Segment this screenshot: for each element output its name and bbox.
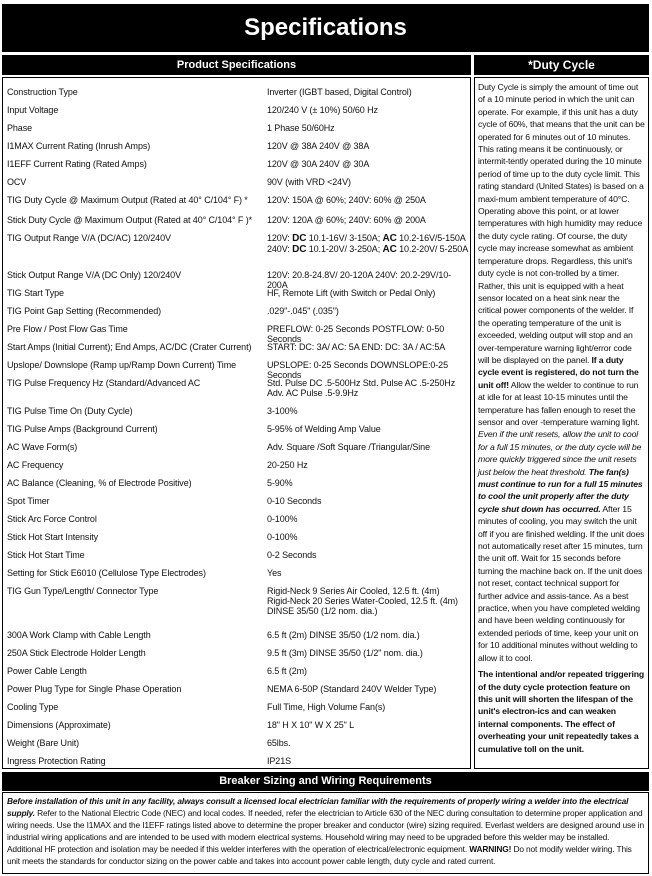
spec-table	[2, 77, 471, 769]
spec-label: Stick Output Range V/A (DC Only) 120/240V	[7, 270, 181, 280]
spec-value: 0-100%	[267, 532, 298, 542]
spec-value-part: 10.1-16V/ 3-150A;	[306, 233, 383, 243]
spec-label: AC Balance (Cleaning, % of Electrode Positive)	[7, 478, 192, 488]
duty-paragraph-3: After 15 minutes of cooling, you may switch the unit off if you are finished welding. If the unit does not automatically reset after 15 minutes, turn the unit off. Wait for 15 seconds before turning the machine back on. If the unit does not reset, contact technical support for further advice and assis-tance. As a best practice, when you have completed welding and have been welding continuously for extended periods of time, keep your unit on for 10 additional minutes without welding to allow it to cool.	[478, 503, 645, 663]
spec-value-part: 10.2-16V/5-150A	[396, 233, 466, 243]
spec-value: 0-2 Seconds	[267, 550, 317, 560]
spec-label: Setting for Stick E6010 (Cellulose Type Electrodes)	[7, 568, 206, 578]
duty-paragraph-2: Allow the welder to continue to run at idle for at least 10-15 minutes until the temperature has fallen enough to reset the sensor and over -temperature warning light.	[478, 379, 640, 427]
spec-value: 5-95% of Welding Amp Value	[267, 424, 381, 434]
spec-label: Input Voltage	[7, 105, 59, 115]
spec-value: 120/240 V (± 10%) 50/60 Hz	[267, 105, 378, 115]
spec-value: Std. Pulse DC .5-500Hz Std. Pulse AC .5-250Hz Adv. AC Pulse .5-9.9Hz	[267, 378, 456, 398]
spec-value: 120V @ 30A 240V @ 30A	[267, 159, 370, 169]
spec-label: TIG Point Gap Setting (Recommended)	[7, 306, 162, 316]
spec-label: 250A Stick Electrode Holder Length	[7, 648, 146, 658]
spec-value-part: 240V:	[267, 244, 293, 254]
spec-value: Adv. Square /Soft Square /Triangular/Sine	[267, 442, 430, 452]
spec-value-line	[267, 233, 469, 244]
spec-value: 9.5 ft (3m) DINSE 35/50 (1/2" nom. dia.)	[267, 648, 423, 658]
spec-value-part: AC	[382, 244, 397, 255]
spec-label: I1EFF Current Rating (Rated Amps)	[7, 159, 147, 169]
spec-label: AC Frequency	[7, 460, 64, 470]
spec-label: 300A Work Clamp with Cable Length	[7, 630, 151, 640]
breaker-warning-label: WARNING!	[469, 843, 512, 854]
spec-value: 120V: 20.8-24.8V/ 20-120A 240V: 20.2-29V/10-200A	[267, 270, 452, 290]
spec-label: Spot Timer	[7, 496, 50, 506]
spec-value-part: 120V:	[267, 233, 293, 243]
spec-page	[2, 4, 649, 875]
spec-value-part: 10.1-20V/ 3-250A;	[306, 244, 383, 254]
spec-value: HF, Remote Lift (with Switch or Pedal Only)	[267, 288, 436, 298]
duty-italic-note: Even if the unit resets, allow the unit to cool for a full 15 minutes, or the duty cycle will be more quickly triggered since the unit resets just below the heat threshold.	[478, 429, 642, 477]
spec-label: Ingress Protection Rating	[7, 756, 106, 766]
spec-label: Cooling Type	[7, 702, 59, 712]
spec-value: 3-100%	[267, 406, 298, 416]
spec-value: 6.5 ft (2m)	[267, 666, 307, 676]
spec-label: TIG Pulse Amps (Background Current)	[7, 424, 158, 434]
spec-label: Stick Hot Start Intensity	[7, 532, 99, 542]
breaker-text	[2, 792, 649, 874]
spec-label: TIG Start Type	[7, 288, 64, 298]
spec-value: 120V: 120A @ 60%; 240V: 60% @ 200A	[267, 215, 426, 225]
spec-label: Stick Arc Force Control	[7, 514, 97, 524]
spec-value: PREFLOW: 0-25 Seconds POSTFLOW: 0-50 Seconds	[267, 324, 445, 344]
spec-value: 120V: 150A @ 60%; 240V: 60% @ 250A	[267, 195, 426, 205]
breaker-header: Breaker Sizing and Wiring Requirements	[2, 772, 649, 791]
spec-label: TIG Pulse Time On (Duty Cycle)	[7, 406, 133, 416]
spec-label: I1MAX Current Rating (Inrush Amps)	[7, 141, 151, 151]
spec-value: NEMA 6-50P (Standard 240V Welder Type)	[267, 684, 437, 694]
page-title: Specifications	[2, 4, 649, 52]
spec-value: START: DC: 3A/ AC: 5A END: DC: 3A / AC:5A	[267, 342, 446, 352]
spec-value-part: DC	[292, 244, 307, 255]
spec-value: 0-100%	[267, 514, 298, 524]
spec-value: 90V (with VRD <24V)	[267, 177, 351, 187]
duty-warning-1: If a duty cycle event is registered, do not turn the unit off!	[478, 354, 639, 390]
spec-label: Upslope/ Downslope (Ramp up/Ramp Down Current) Time	[7, 360, 236, 370]
spec-label: Start Amps (Initial Current); End Amps, AC/DC (Crater Current)	[7, 342, 252, 352]
duty-cycle-text	[474, 77, 649, 769]
spec-value: 18" H X 10" W X 25" L	[267, 720, 355, 730]
duty-warning-2: The fan(s) must continue to run for a full 15 minutes to cool the unit properly after the duty cycle shut down has occurred.	[478, 466, 643, 514]
breaker-warning: Before installation of this unit in any facility, always consult a licensed local electrician familiar with the requirements of properly wiring a welder into the electrical supply.	[7, 796, 629, 818]
spec-value: 120V @ 38A 240V @ 38A	[267, 141, 370, 151]
spec-value	[267, 233, 469, 255]
spec-value: UPSLOPE: 0-25 Seconds DOWNSLOPE:0-25 Seconds	[267, 360, 448, 380]
spec-value: Inverter (IGBT based, Digital Control)	[267, 87, 412, 97]
spec-label: Weight (Bare Unit)	[7, 738, 80, 748]
spec-label: Dimensions (Approximate)	[7, 720, 111, 730]
spec-label: Phase	[7, 123, 33, 133]
spec-label: Stick Hot Start Time	[7, 550, 85, 560]
product-specs-header: Product Specifications	[2, 55, 471, 75]
spec-label: Pre Flow / Post Flow Gas Time	[7, 324, 128, 334]
duty-cycle-header: *Duty Cycle	[474, 55, 649, 75]
spec-label: TIG Output Range V/A (DC/AC) 120/240V	[7, 233, 171, 243]
spec-value: 0-10 Seconds	[267, 496, 322, 506]
spec-label: Construction Type	[7, 87, 78, 97]
spec-value: Yes	[267, 568, 282, 578]
breaker-paragraph-1: Refer to the National Electric Code (NEC) and local codes. If needed, refer the electrician to Article 630 of the NEC during consultation to determine proper application and wiring needs. Use the I1MAX and the I1EFF ratings listed above to determine the proper breaker and conductor (wire) sizing required. Everlast welders are designed around use in industrial wiring applications and are intended to be used with modern electrical systems. Household wiring may need to be upgraded before this welder may be installed. Additional HF protection and isolation may be needed if this welder interferes with the operation of electrical/electronic equipment.	[7, 807, 644, 854]
spec-value: 65lbs.	[267, 738, 291, 748]
spec-value: IP21S	[267, 756, 292, 766]
breaker-paragraph-2: Do not modify welder wiring. This unit meets the standards for conductor sizing on the power cable and takes into account power cable length, duty cycle and rated current.	[7, 843, 632, 866]
spec-label: Stick Duty Cycle @ Maximum Output (Rated at 40° C/104° F )*	[7, 215, 253, 225]
spec-value-part: AC	[382, 233, 397, 244]
spec-value: 1 Phase 50/60Hz	[267, 123, 335, 133]
spec-value: Rigid-Neck 9 Series Air Cooled, 12.5 ft. (4m) Rigid-Neck 20 Series Water-Cooled, 12.5 ft. (4m) DINSE 35/50 (1/2 nom. dia.)	[267, 586, 458, 616]
spec-value: .029"-.045" (.035")	[267, 306, 339, 316]
duty-paragraph-1: Duty Cycle is simply the amount of time out of a 10 minute period in which the unit can operate. For example, if this unit has a duty cycle of 60%, that means that the unit can be operated for 6 minutes out of 10 minutes. This rating means it be continuously, or intermit-tently operated during the 10 minute period of time up to the duty cycle limit. This rating standard (United States) is based on a maxi-mum ambient temperature of 40°C. Operating above this point, or at lower temperatures with high humidity may reduce the duty cycle rating. Of course, the duty cycle may increase somewhat as ambient temperature drops. Regardless, this unit's duty cycle is not con-trolled by a timer. Rather, this unit is equipped with a heat sensor located on a heat sink near the critical power components of the welder. If the operating temperature of the unit is exceeded, welding output will stop and an over-temperature warning light/error code will be displayed on the panel.	[478, 82, 645, 365]
spec-value: 5-90%	[267, 478, 293, 488]
spec-label: OCV	[7, 177, 27, 187]
spec-label: Power Cable Length	[7, 666, 87, 676]
spec-label: TIG Duty Cycle @ Maximum Output (Rated at 40° C/104° F) *	[7, 195, 248, 205]
spec-label: TIG Pulse Frequency Hz (Standard/Advanced AC	[7, 378, 201, 388]
spec-label: Power Plug Type for Single Phase Operation	[7, 684, 182, 694]
spec-value: 20-250 Hz	[267, 460, 308, 470]
spec-value-part: DC	[292, 233, 307, 244]
spec-label: AC Wave Form(s)	[7, 442, 78, 452]
spec-value-part: 10.2-20V/ 5-250A	[396, 244, 469, 254]
duty-warning-3: The intentional and/or repeated triggering of the duty cycle protection feature on this unit will shorten the lifespan of the unit's electron-ics and can weaken internal components. The effect of overheating your unit repeatedly takes a cumulative toll on the unit.	[478, 669, 645, 754]
spec-value: 6.5 ft (2m) DINSE 35/50 (1/2 nom. dia.)	[267, 630, 420, 640]
spec-value-line	[267, 244, 469, 255]
spec-value: Full Time, High Volume Fan(s)	[267, 702, 386, 712]
spec-label: TIG Gun Type/Length/ Connector Type	[7, 586, 159, 596]
